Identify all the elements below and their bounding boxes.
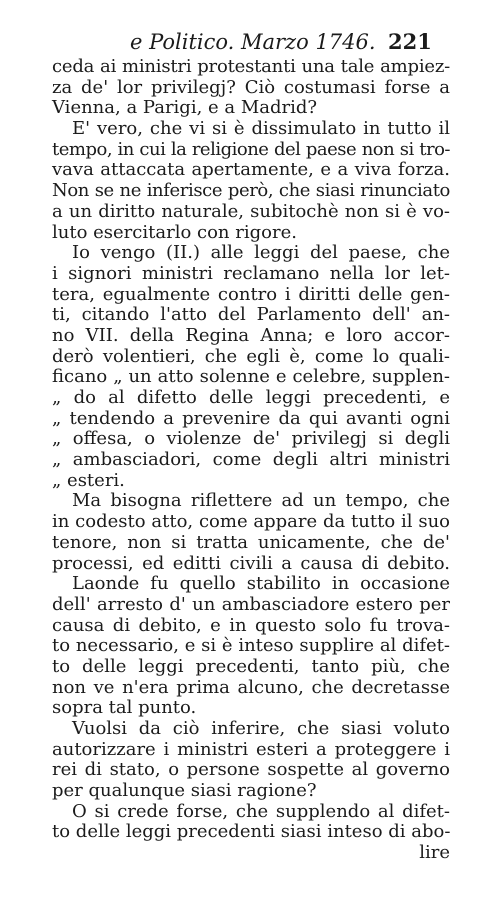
text-line: Vienna, a Parigi, e a Madrid? <box>52 97 318 119</box>
text-line: E' vero, che vi si è dissimulato in tutto il <box>72 118 450 140</box>
text-line: „ ambasciadori, come degli altri ministri <box>52 449 450 471</box>
text-line: derò volentieri, che egli è, come lo quali- <box>52 345 450 367</box>
text-line: causa di debito, e in questo solo fu trova- <box>52 614 450 636</box>
running-head <box>130 30 430 54</box>
text-line: per qualunque siasi ragione? <box>52 780 317 802</box>
text-line: tempo, in cui la religione del paese non si tro- <box>52 138 450 160</box>
text-line: vava attaccata apertamente, e a viva forza. <box>52 159 450 181</box>
text-line: no VII. della Regina Anna; e loro accor- <box>52 324 450 346</box>
text-line: lire <box>419 842 450 864</box>
text-line: ficano „ un atto solenne e celebre, supplen- <box>52 366 450 388</box>
text-line: tera, egualmente contro i diritti delle gen- <box>52 283 450 305</box>
text-line: to delle leggi precedenti siasi inteso di abo- <box>52 821 451 843</box>
running-title: e Politico. Marzo 1746. <box>130 30 376 54</box>
text-line: O si crede forse, che supplendo al difet- <box>72 800 450 822</box>
text-line: ceda ai ministri protestanti una tale ampiez- <box>52 56 450 77</box>
text-line: dell' arresto d' un ambasciadore estero per <box>52 593 450 615</box>
text-line: sopra tal punto. <box>52 697 197 719</box>
text-line: „ tendendo a prevenire da qui avanti ogni <box>52 407 450 429</box>
body-text <box>52 57 450 864</box>
text-line: ti, citando l'atto del Parlamento dell' an- <box>52 304 450 326</box>
text-line: to necessario, e si è inteso supplire al difet- <box>52 635 450 657</box>
text-line: za de' lor privilegj? Ciò costumasi forse a <box>52 76 450 98</box>
text-line: i signori ministri reclamano nella lor let- <box>52 262 450 284</box>
text-line: in codesto atto, come appare da tutto il suo <box>52 511 450 533</box>
text-line: to delle leggi precedenti, tanto più, che <box>52 655 450 677</box>
text-line: „ esteri. <box>52 469 125 491</box>
text-line: luto esercitarlo con rigore. <box>52 221 297 243</box>
page-number: 221 <box>388 29 432 54</box>
text-line: „ do al difetto delle leggi precedenti, e <box>52 387 450 408</box>
text-line: „ offesa, o violenze de' privilegj si degli <box>52 428 450 450</box>
text-line: Vuolsi da ciò inferire, che siasi voluto <box>72 718 450 739</box>
text-line: a un diritto naturale, subitochè non si è vo- <box>52 200 450 222</box>
text-line: processi, ed editti civili a causa di debito. <box>52 552 450 574</box>
text-line: tenore, non si tratta unicamente, che de' <box>52 531 450 553</box>
text-line: non ve n'era prima alcuno, che decretasse <box>52 676 450 698</box>
text-line: autorizzare i ministri esteri a proteggere i <box>52 738 450 760</box>
text-line: Io vengo (II.) alle leggi del paese, che <box>72 242 450 264</box>
text-line: Laonde fu quello stabilito in occasione <box>72 573 450 595</box>
text-line: Ma bisogna riflettere ad un tempo, che <box>72 490 450 512</box>
text-line: Non se ne inferisce però, che siasi rinunciato <box>52 180 450 202</box>
text-line: rei di stato, o persone sospette al governo <box>52 759 450 781</box>
